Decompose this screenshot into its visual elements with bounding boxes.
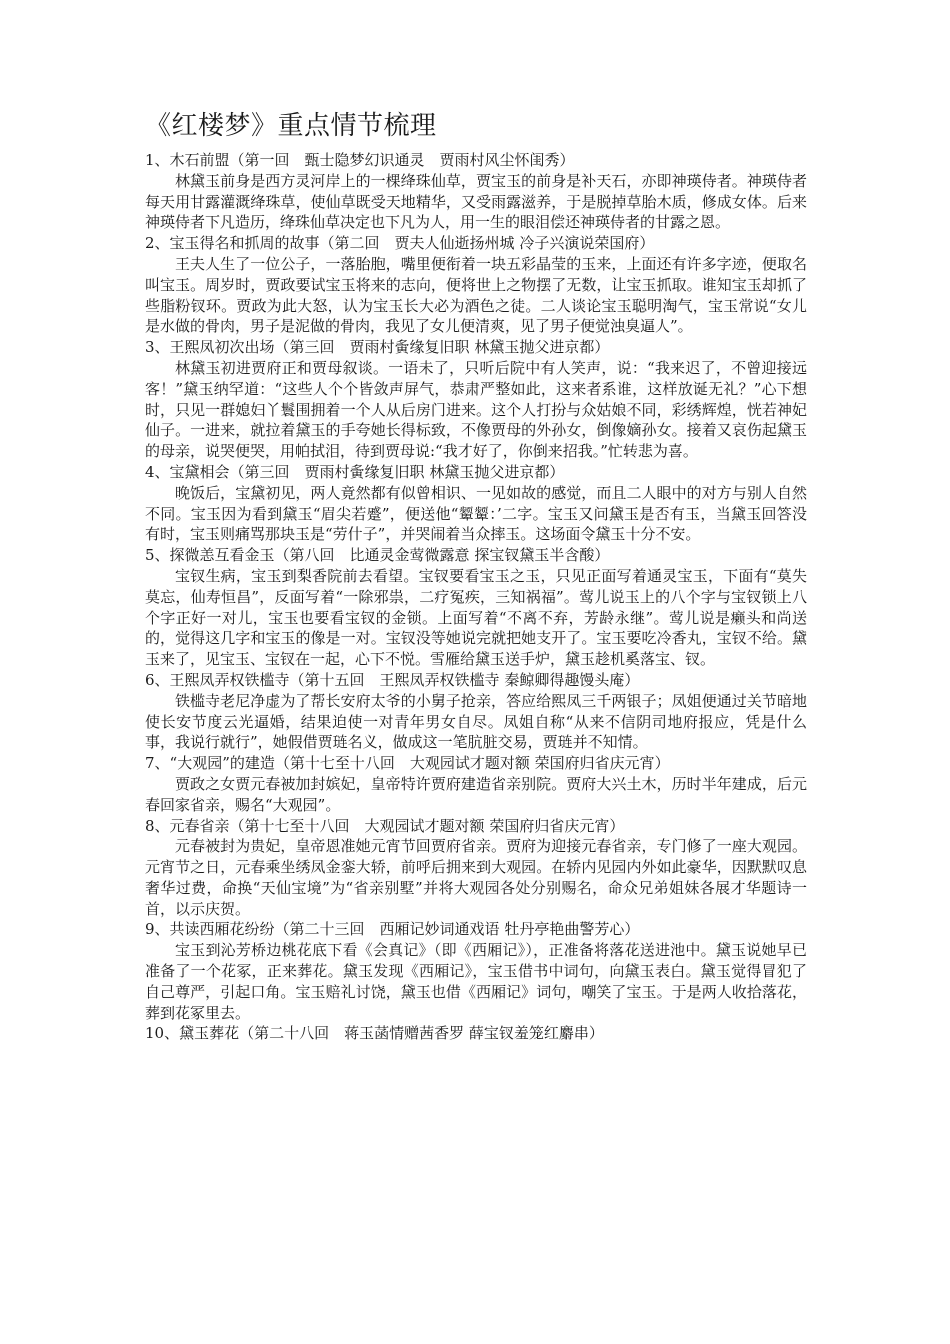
section-5	[145, 545, 807, 670]
section-heading: 4、宝黛相会（第三回 贾雨村夤缘复旧职 林黛玉抛父进京都）	[145, 462, 565, 481]
section-1	[145, 150, 807, 233]
section-heading: 7、“大观园”的建造（第十七至十八回 大观园试才题对额 荣国府归省庆元宵）	[145, 754, 670, 773]
section-body: 宝玉到沁芳桥边桃花底下看《会真记》（即《西厢记》），正准备将落花送进池中。黛玉说她早已准备了一个花冢，正来葬花。黛玉发现《西厢记》，宝玉借书中词句，向黛玉表白。黛玉觉得冒犯了自己尊严，引起口角。宝玉赔礼讨饶，黛玉也借《西厢记》词句，嘲笑了宝玉。于是两人收拾落花，葬到花冢里去。	[145, 941, 807, 1022]
section-heading: 9、共读西厢花纷纷（第二十三回 西厢记妙词通戏语 牡丹亭艳曲警芳心）	[145, 920, 640, 939]
section-7	[145, 753, 807, 815]
section-heading: 6、王熙凤弄权铁槛寺（第十五回 王熙凤弄权铁槛寺 秦鲸卿得趣馒头庵）	[145, 670, 640, 689]
section-9	[145, 919, 807, 1023]
section-body: 铁槛寺老尼净虚为了帮长安府太爷的小舅子抢亲，答应给熙凤三千两银子；凤姐便通过关节暗地使长安节度云光逼婚，结果迫使一对青年男女自尽。凤姐自称“从来不信阴司地府报应，凭是什么事，我说行就行”，她假借贾琏名义，做成这一笔肮脏交易，贾琏并不知情。	[145, 691, 807, 752]
section-body: 元春被封为贵妃，皇帝恩准她元宵节回贾府省亲。贾府为迎接元春省亲，专门修了一座大观园。元宵节之日，元春乘坐绣凤金銮大轿，前呼后拥来到大观园。在轿内见园内外如此豪华，因默默叹息奢华过费，命换“天仙宝境”为“省亲别墅”并将大观园各处分别赐名，命众兄弟姐妹各展才华题诗一首，以示庆贺。	[145, 837, 807, 918]
section-body: 晚饭后，宝黛初见，两人竟然都有似曾相识、一见如故的感觉，而且二人眼中的对方与别人自然不同。宝玉因为看到黛玉“眉尖若蹙”，便送他“颦颦：’二字。宝玉又问黛玉是否有玉，当黛玉回答没有时，宝玉则痛骂那块玉是“劳什子”，并哭闹着当众摔玉。这场面令黛玉十分不安。	[145, 483, 807, 544]
section-6	[145, 670, 807, 753]
document-title: 《红楼梦》重点情节梳理	[145, 111, 437, 141]
section-heading: 3、王熙凤初次出场（第三回 贾雨村夤缘复旧职 林黛玉抛父进京都）	[145, 338, 610, 357]
section-body: 王夫人生了一位公子，一落胎胞，嘴里便衔着一块五彩晶莹的玉来，上面还有许多字迹，便取名叫宝玉。周岁时，贾政要试宝玉将来的志向，便将世上之物摆了无数，让宝玉抓取。谁知宝玉却抓了些脂粉钗环。贾政为此大怒，认为宝玉长大必为酒色之徒。二人谈论宝玉聪明淘气，宝玉常说“女儿是水做的骨肉，男子是泥做的骨肉，我见了女儿便清爽，见了男子便觉浊臭逼人”。	[145, 254, 807, 336]
section-heading: 2、宝玉得名和抓周的故事（第二回 贾夫人仙逝扬州城 冷子兴演说荣国府）	[145, 234, 655, 253]
section-2	[145, 233, 807, 337]
section-body: 林黛玉初进贾府正和贾母叙谈。一语未了，只听后院中有人笑声，说：“我来迟了，不曾迎接远客！”黛玉纳罕道：“这些人个个皆敛声屏气，恭肃严整如此，这来者系谁，这样放诞无礼？”心下想时，只见一群媳妇丫鬟围拥着一个人从后房门进来。这个人打扮与众姑娘不同，彩绣辉煌，恍若神妃仙子。一进来，就拉着黛玉的手夸她长得标致，不像贾母的外孙女，倒像嫡孙女。接着又哀伤起黛玉的母亲，说哭便哭，用帕拭泪，待到贾母说:“我才好了，你倒来招我。”忙转悲为喜。	[145, 358, 807, 461]
section-3	[145, 337, 807, 462]
section-heading: 1、木石前盟（第一回 甄士隐梦幻识通灵 贾雨村风尘怀闺秀）	[145, 151, 575, 169]
section-heading: 8、元春省亲（第十七至十八回 大观园试才题对额 荣国府归省庆元宵）	[145, 816, 625, 835]
section-8	[145, 816, 807, 920]
section-heading: 10、黛玉葬花（第二十八回 蒋玉菡情赠茜香罗 薛宝钗羞笼红麝串）	[145, 1024, 604, 1043]
section-4	[145, 462, 807, 545]
section-body: 林黛玉前身是西方灵河岸上的一棵绛珠仙草，贾宝玉的前身是补天石，亦即神瑛侍者。神瑛侍者每天用甘露灌溉绛珠草，使仙草既受天地精华，又受雨露滋养，于是脱掉草胎木质，修成女体。后来神瑛侍者下凡造历，绛珠仙草决定也下凡为人，用一生的眼泪偿还神瑛侍者的甘露之恩。	[145, 171, 807, 232]
section-10	[145, 1023, 807, 1044]
section-body: 贾政之女贾元春被加封嫔妃，皇帝特许贾府建造省亲别院。贾府大兴土木，历时半年建成，后元春回家省亲，赐名“大观园”。	[145, 774, 807, 814]
section-body: 宝钗生病，宝玉到梨香院前去看望。宝钗要看宝玉之玉，只见正面写着通灵宝玉，下面有“莫失莫忘，仙寿恒昌”，反面写着“一除邪祟，二疗冤疾，三知祸福”。莺儿说玉上的八个字与宝钗锁上八个字正好一对儿，宝玉也要看宝钗的金锁。上面写着“不离不弃，芳龄永继”。莺儿说是癞头和尚送的，觉得这几字和宝玉的像是一对。宝钗没等她说完就把她支开了。宝玉要吃冷香丸，宝钗不给。黛玉来了，见宝玉、宝钗在一起，心下不悦。雪雁给黛玉送手炉，黛玉趁机奚落宝、钗。	[145, 566, 807, 669]
document-page	[145, 106, 807, 1044]
section-heading: 5、探微恙互看金玉（第八回 比通灵金莺微露意 探宝钗黛玉半含酸）	[145, 546, 610, 565]
